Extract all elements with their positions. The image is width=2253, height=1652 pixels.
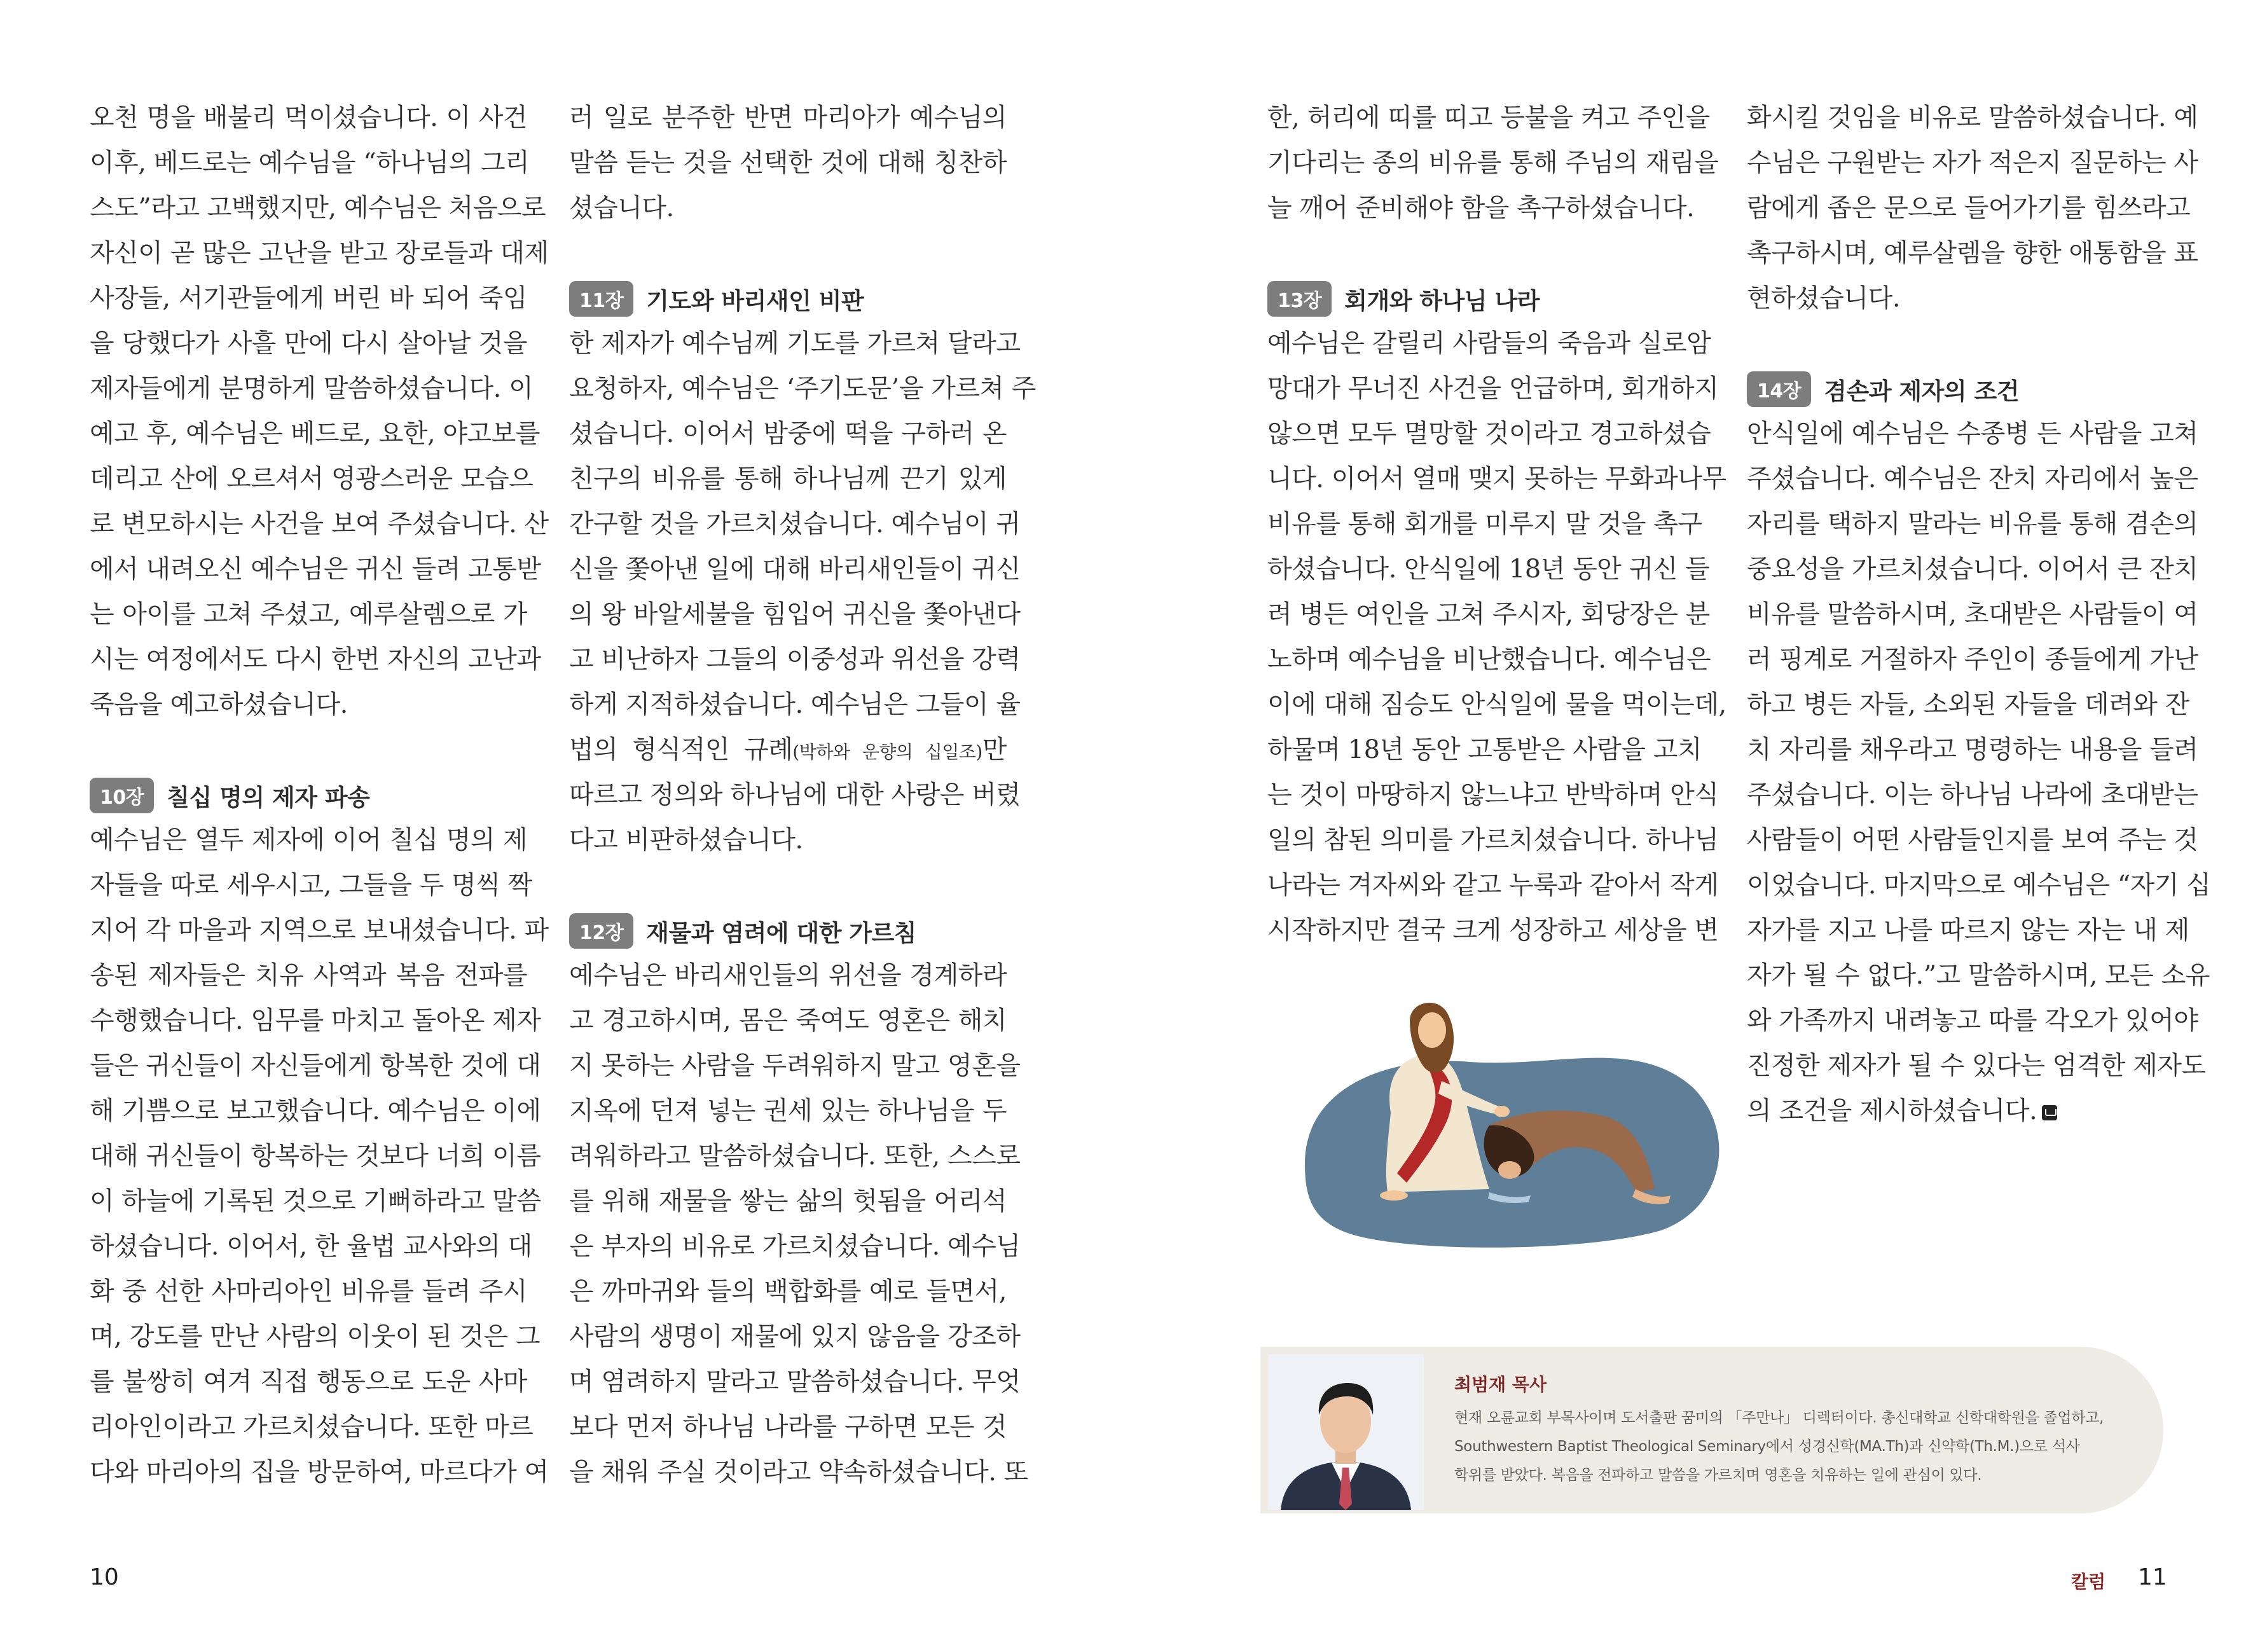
section-title-14: 겸손과 제자의 조건 [1824, 377, 2019, 405]
body-line: 는 것이 마땅하지 않느냐고 반박하며 안식 [1267, 780, 1719, 809]
body-line: 이었습니다. 마지막으로 예수님은 “자기 십 [1747, 871, 2211, 900]
body-line: 신을 쫓아낸 일에 대해 바리새인들이 귀신 [569, 554, 1021, 584]
body-line: 이후, 베드로는 예수님을 “하나님의 그리 [90, 148, 530, 177]
author-profile-box [1260, 1347, 2163, 1513]
body-line: 지옥에 던져 넣는 권세 있는 하나님을 두 [569, 1096, 1007, 1125]
left-page [0, 0, 1126, 1652]
body-line: 하셨습니다. 안식일에 18년 동안 귀신 들 [1267, 554, 1710, 584]
body-line: 하게 지적하셨습니다. 예수님은 그들이 율 [569, 690, 1021, 719]
body-line: 하셨습니다. 이어서, 한 율법 교사와의 대 [90, 1232, 532, 1261]
column-1 [90, 95, 549, 1495]
chapter-badge-11: 11장 [569, 281, 633, 317]
body-line: 니다. 이어서 열매 맺지 못하는 무화과나무 [1267, 464, 1726, 493]
body-line: 비유를 말씀하시며, 초대받은 사람들이 여 [1747, 600, 2198, 629]
chapter-badge-14: 14장 [1747, 371, 1811, 407]
body-line: 스도”라고 고백했지만, 예수님은 처음으로 [90, 193, 546, 223]
parenthetical-note: (박하와 운향의 십일조) [792, 741, 982, 762]
column-3 [1267, 95, 1726, 953]
body-line: 려워하라고 말씀하셨습니다. 또한, 스스로 [569, 1141, 1021, 1171]
body-line: 람에게 좁은 문으로 들어가기를 힘쓰라고 [1747, 193, 2191, 223]
body-line: 예수님은 바리새인들의 위선을 경계하라 [569, 961, 1007, 990]
body-line: 와 가족까지 내려놓고 따를 각오가 있어야 [1747, 1006, 2198, 1035]
section-title-10: 칠십 명의 제자 파송 [167, 783, 370, 811]
body-line: 송된 제자들은 치유 사역과 복음 전파를 [90, 961, 527, 990]
body-line: 현하셨습니다. [1747, 284, 1901, 313]
body-line: 로 변모하시는 사건을 보여 주셨습니다. 산 [90, 509, 549, 539]
chapter-badge-12: 12장 [569, 913, 633, 949]
section-heading-14 [1747, 366, 2179, 411]
body-line: 제자들에게 분명하게 말씀하셨습니다. 이 [90, 374, 534, 403]
body-line: 하고 병든 자들, 소외된 자들을 데려와 잔 [1747, 690, 2189, 719]
body-line: 고 비난하자 그들의 이중성과 위선을 강력 [569, 645, 1021, 674]
body-line: 안식일에 예수님은 수종병 든 사람을 고쳐 [1747, 419, 2198, 448]
body-line: 은 까마귀와 들의 백합화를 예로 들면서, [569, 1277, 1007, 1306]
body-line: 법의 형식적인 규례(박하와 운향의 십일조)만 [569, 735, 1007, 764]
chapter-badge-13: 13장 [1267, 281, 1332, 317]
author-bio-line: 학위를 받았다. 복음을 전파하고 말씀을 가르치며 영혼을 치유하는 일에 관심이 있다. [1454, 1467, 1982, 1483]
body-line: 한, 허리에 띠를 띠고 등불을 켜고 주인을 [1267, 103, 1710, 132]
body-line: 주셨습니다. 이는 하나님 나라에 초대받는 [1747, 780, 2198, 809]
body-line: 자신이 곧 많은 고난을 받고 장로들과 대제 [90, 238, 549, 268]
body-line: 진정한 제자가 될 수 있다는 엄격한 제자도 [1747, 1051, 2206, 1080]
page-number-right: 11 [2138, 1564, 2167, 1590]
section-heading-11 [569, 276, 1007, 321]
body-line: 자들을 따로 세우시고, 그들을 두 명씩 짝 [90, 871, 532, 900]
section-label: 칼럼 [2071, 1571, 2106, 1592]
body-line: 를 위해 재물을 쌓는 삶의 헛됨을 어리석 [569, 1187, 1007, 1216]
jesus-and-woman-illustration [1279, 979, 1744, 1253]
body-line: 은 부자의 비유로 가르치셨습니다. 예수님 [569, 1232, 1021, 1261]
body-line: 의 왕 바알세불을 힘입어 귀신을 쫓아낸다 [569, 600, 1021, 629]
body-line: 자리를 택하지 말라는 비유를 통해 겸손의 [1747, 509, 2198, 539]
body-line: 사장들, 서기관들에게 버린 바 되어 죽임 [90, 284, 527, 313]
body-line: 보다 먼저 하나님 나라를 구하면 모든 것 [569, 1412, 1007, 1442]
body-line: 사람의 생명이 재물에 있지 않음을 강조하 [569, 1322, 1021, 1351]
column-2 [569, 95, 1036, 1495]
author-name: 최범재 목사 [1454, 1374, 1547, 1395]
body-line: 오천 명을 배불리 먹이셨습니다. 이 사건 [90, 103, 527, 132]
body-line: 이 하늘에 기록된 것으로 기뻐하라고 말씀 [90, 1187, 541, 1216]
body-line: 비유를 통해 회개를 미루지 말 것을 촉구 [1267, 509, 1702, 539]
column-4 [1747, 95, 2211, 1134]
section-title-13: 회개와 하나님 나라 [1344, 287, 1540, 315]
section-heading-10 [90, 773, 527, 818]
body-line: 예수님은 열두 제자에 이어 칠십 명의 제 [90, 825, 527, 855]
body-line: 망대가 무너진 사건을 언급하며, 회개하지 [1267, 374, 1719, 403]
body-line: 노하며 예수님을 비난했습니다. 예수님은 [1267, 645, 1711, 674]
body-line: 며, 강도를 만난 사람의 이웃이 된 것은 그 [90, 1322, 540, 1351]
body-line: 화 중 선한 사마리아인 비유를 들려 주시 [90, 1277, 527, 1306]
body-line: 말씀 듣는 것을 선택한 것에 대해 칭찬하 [569, 148, 1007, 177]
body-line: 지어 각 마을과 지역으로 보내셨습니다. 파 [90, 916, 549, 945]
body-line: 시작하지만 결국 크게 성장하고 세상을 변 [1267, 916, 1719, 945]
body-line: 예수님은 갈릴리 사람들의 죽음과 실로암 [1267, 329, 1711, 358]
right-page [1127, 0, 2253, 1652]
body-line: 일의 참된 의미를 가르치셨습니다. 하나님 [1267, 825, 1719, 855]
body-line: 화시킬 것임을 비유로 말씀하셨습니다. 예 [1747, 103, 2198, 132]
body-line: 다고 비판하셨습니다. [569, 825, 803, 855]
body-line: 중요성을 가르치셨습니다. 이어서 큰 잔치 [1747, 554, 2198, 584]
author-bio [1454, 1404, 2141, 1490]
body-line: 에서 내려오신 예수님은 귀신 들려 고통받 [90, 554, 541, 584]
body-line: 치 자리를 채우라고 명령하는 내용을 들려 [1747, 735, 2198, 764]
body-line: 셨습니다. [569, 193, 674, 223]
body-line: 요청하자, 예수님은 ‘주기도문’을 가르쳐 주 [569, 374, 1036, 403]
body-line: 자가를 지고 나를 따르지 않는 자는 내 제 [1747, 916, 2189, 945]
body-line: 러 핑계로 거절하자 주인이 종들에게 가난 [1747, 645, 2198, 674]
body-line: 주셨습니다. 예수님은 잔치 자리에서 높은 [1747, 464, 2198, 493]
section-heading-12 [569, 908, 1007, 953]
body-line: 수님은 구원받는 자가 적은지 질문하는 사 [1747, 148, 2198, 177]
body-line: 대해 귀신들이 항복하는 것보다 너희 이름 [90, 1141, 541, 1171]
end-mark-icon [2042, 1105, 2057, 1120]
body-line: 러 일로 분주한 반면 마리아가 예수님의 [569, 103, 1007, 132]
section-heading-13 [1267, 276, 1699, 321]
body-line: 다와 마리아의 집을 방문하여, 마르다가 여 [90, 1457, 549, 1487]
body-line: 늘 깨어 준비해야 함을 촉구하셨습니다. [1267, 193, 1695, 223]
body-line: 들은 귀신들이 자신들에게 항복한 것에 대 [90, 1051, 541, 1080]
body-line: 수행했습니다. 임무를 마치고 돌아온 제자 [90, 1006, 541, 1035]
body-line: 따르고 정의와 하나님에 대한 사랑은 버렸 [569, 780, 1021, 809]
body-line: 기다리는 종의 비유를 통해 주님의 재림을 [1267, 148, 1719, 177]
body-line: 리아인이라고 가르치셨습니다. 또한 마르 [90, 1412, 534, 1442]
body-line: 이에 대해 짐승도 안식일에 물을 먹이는데, [1267, 690, 1726, 719]
body-line: 나라는 겨자씨와 같고 누룩과 같아서 작게 [1267, 871, 1719, 900]
body-line: 데리고 산에 오르셔서 영광스러운 모습으 [90, 464, 534, 493]
body-line: 시는 여정에서도 다시 한번 자신의 고난과 [90, 645, 541, 674]
body-line: 죽음을 예고하셨습니다. [90, 690, 348, 719]
body-line: 지 못하는 사람을 두려워하지 말고 영혼을 [569, 1051, 1021, 1080]
author-bio-line: Southwestern Baptist Theological Seminary에서 성경신학(MA.Th)과 신약학(Th.M.)으로 석사 [1454, 1438, 2080, 1455]
body-line: 려 병든 여인을 고쳐 주시자, 회당장은 분 [1267, 600, 1710, 629]
body-line: 를 불쌍히 여겨 직접 행동으로 도운 사마 [90, 1367, 527, 1396]
body-line: 며 염려하지 말라고 말씀하셨습니다. 무엇 [569, 1367, 1021, 1396]
author-bio-line: 현재 오륜교회 부목사이며 도서출판 꿈미의 「주만나」 디렉터이다. 총신대학교 신학대학원을 졸업하고, [1454, 1410, 2104, 1426]
body-line: 하물며 18년 동안 고통받은 사람을 고치 [1267, 735, 1702, 764]
body-line: 간구할 것을 가르치셨습니다. 예수님이 귀 [569, 509, 1021, 539]
body-line: 예고 후, 예수님은 베드로, 요한, 야고보를 [90, 419, 540, 448]
body-line: 한 제자가 예수님께 기도를 가르쳐 달라고 [569, 329, 1021, 358]
section-title-12: 재물과 염려에 대한 가르침 [646, 919, 917, 947]
body-line: 자가 될 수 없다.”고 말씀하시며, 모든 소유 [1747, 961, 2210, 990]
body-line: 셨습니다. 이어서 밤중에 떡을 구하러 온 [569, 419, 1007, 448]
section-title-11: 기도와 바리새인 비판 [646, 287, 864, 315]
body-line: 해 기쁨으로 보고했습니다. 예수님은 이에 [90, 1096, 541, 1125]
body-line-final: 의 조건을 제시하셨습니다. [1747, 1089, 2179, 1134]
page-number-left: 10 [90, 1564, 119, 1590]
body-line: 을 당했다가 사흘 만에 다시 살아날 것을 [90, 329, 527, 358]
body-line: 사람들이 어떤 사람들인지를 보여 주는 것 [1747, 825, 2198, 855]
author-photo [1268, 1354, 1424, 1510]
chapter-badge-10: 10장 [90, 778, 154, 813]
body-line: 촉구하시며, 예루살렘을 향한 애통함을 표 [1747, 238, 2198, 268]
body-line: 고 경고하시며, 몸은 죽여도 영혼은 해치 [569, 1006, 1007, 1035]
body-line: 는 아이를 고쳐 주셨고, 예루살렘으로 가 [90, 600, 527, 629]
body-line: 을 채워 주실 것이라고 약속하셨습니다. 또 [569, 1457, 1028, 1487]
body-line: 친구의 비유를 통해 하나님께 끈기 있게 [569, 464, 1007, 493]
body-line: 않으면 모두 멸망할 것이라고 경고하셨습 [1267, 419, 1711, 448]
